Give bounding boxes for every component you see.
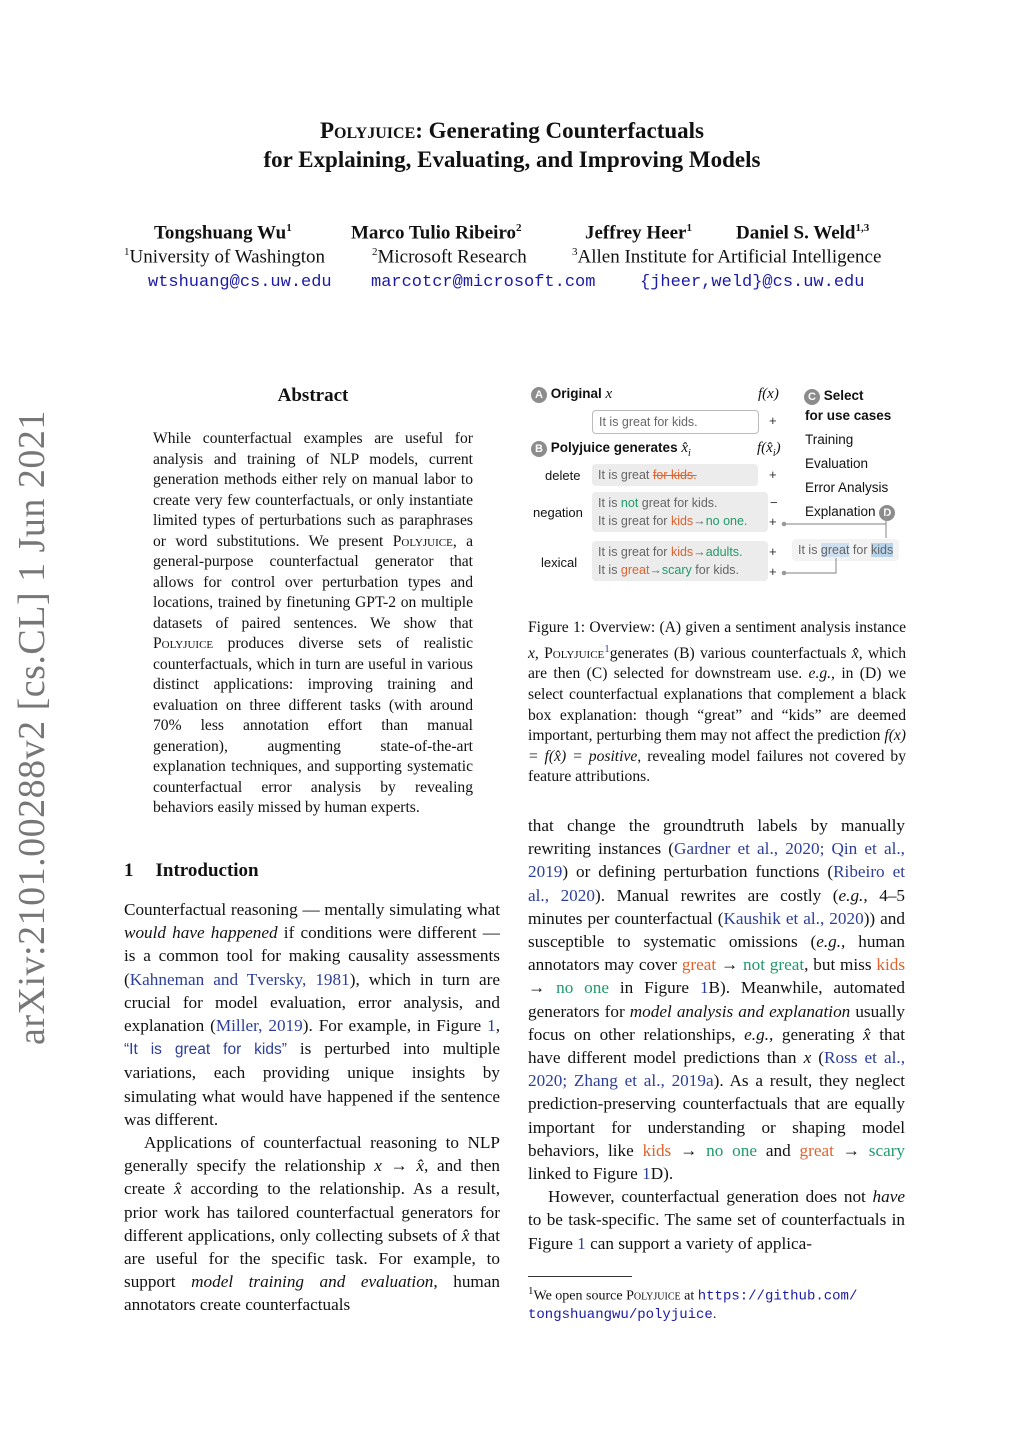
affiliation: $^2$Microsoft Research (372, 246, 527, 268)
paragraph: Applications of counterfactual reasoning to NLP generally specify the relationship x → x̂, and then create x̂ according to the relationship. As a result, prior work has tailored counterfactual generators for different applications, only collecting subsets of x̂ that are useful for the specific task. For example, to support model training and evaluation, human annotators create counterfactuals (124, 1133, 501, 1315)
right-column-text (528, 814, 905, 1255)
prediction-sign: + (769, 467, 777, 482)
use-case-item: Evaluation (805, 456, 869, 471)
original-sentence-box: It is great for kids. (592, 410, 759, 434)
fxi-header: $f(x̂_i)$ (757, 440, 781, 459)
author-name: Daniel S. Weld$^{1,3}$ (736, 222, 870, 244)
email-link[interactable]: marcotcr@microsoft.com (371, 273, 596, 292)
affiliation: $^3$Allen Institute for Artificial Intelligence (572, 246, 882, 268)
citation-link[interactable]: Miller, 2019 (215, 1016, 303, 1036)
explanation-sentence: It is great for kids (792, 539, 899, 561)
url-link[interactable]: https://github.com/ (697, 1288, 858, 1305)
paragraph: that change the groundtruth labels by manually rewriting instances (Gardner et al., 2020; Qin et al., 2019) or defining perturbation functions (Ribeiro et al., 2020). Manual rewrites are costly (e.g., 4–5 minutes per counterfactual (Kaushik et al., 2020)) and susceptible to systematic omissions (e.g., human annotators may cover great → not great, but miss kids → no one in Figure 1B). Meanwhile, automated generators for model analysis and explanation usually focus on other relationships, e.g., generating x̂ that have different model predictions than x (Ross et al., 2020; Zhang et al., 2019a). As a result, they neglect prediction-preserving counterfactuals that are equally important for understanding or shaping model behaviors, like kids → no one and great → scary linked to Figure 1D). (528, 816, 906, 1184)
title-line1: : Generating Counterfactuals (415, 118, 704, 143)
abstract-section (153, 384, 473, 819)
figure-link[interactable]: 1 (487, 1016, 496, 1036)
prediction-sign: + (769, 413, 777, 428)
label-a-badge: A (531, 387, 547, 403)
abstract-text: While counterfactual examples are useful for analysis and training of NLP models, current generation methods either rely on manual labor to create very few counterfactuals, or only instantiate limited types of perturbations such as paraphrases or word substitutions. We present Polyjuice, a general-purpose counterfactual generator that allows for control over perturbation types and locations, trained by finetuning GPT-2 on multiple datasets of paired sentences. We show that Polyjuice produces diverse sets of realistic counterfactuals, which in turn are useful in various distinct applications: improving training and evaluation on three different tasks (with around 70% less annotation effort than manual generation), augmenting state-of-the-art explanation techniques, and supporting systematic counterfactual error analysis by revealing behaviors easily missed by human experts. (153, 430, 474, 817)
author-name: Marco Tulio Ribeiro$^2$ (351, 222, 522, 244)
original-header: A Original x (531, 386, 612, 403)
prediction-sign: + (769, 564, 777, 579)
email-link[interactable]: {jheer,weld}@cs.uw.edu (640, 273, 865, 292)
title-system-name: Polyjuice (319, 118, 416, 143)
abstract-heading: Abstract (277, 385, 349, 406)
citation-link[interactable]: Kahneman and Tversky, 1981 (129, 969, 350, 989)
select-header: C Select (804, 388, 864, 405)
section-heading: 1 Introduction (124, 860, 259, 881)
intro-text (124, 898, 500, 1317)
figure-caption: Figure 1: Overview: (A) given a sentiment analysis instance x, Polyjuice$^1$generates (B) various counterfactuals x̂, which are then (C) selected for downstream use. e.g., in (D) we select counterfactual explanations that complement a black box explanation: though “great” and “kids” are deemed important, perturbing them may not affect the prediction f(x) = f(x̂) = positive, revealing model failures not covered by feature attributions. (528, 619, 907, 786)
footnote-link[interactable]: 1 (604, 642, 610, 655)
figure-1 (528, 380, 908, 590)
use-case-item: Training (805, 432, 854, 447)
row-type-label: delete (545, 468, 581, 483)
citation-link[interactable]: Ribeiro et al., 2020 (528, 862, 905, 905)
label-b-badge: B (531, 441, 547, 457)
label-c-badge: C (804, 389, 820, 405)
row-type-label: negation (533, 505, 583, 520)
fx-header: f(x) (758, 386, 779, 402)
author-name: Jeffrey Heer$^1$ (585, 222, 692, 244)
connector-dot (782, 571, 787, 576)
row-type-label: lexical (541, 555, 578, 570)
footnote: $^1$We open source Polyjuice at https://github.com/ tongshuangwu/polyjuice. (528, 1285, 858, 1323)
url-link[interactable]: tongshuangwu/polyjuice (528, 1306, 713, 1323)
author-name: Tongshuang Wu$^1$ (154, 222, 292, 244)
label-d-badge: D (879, 505, 895, 521)
citation-link[interactable]: Kaushik et al., 2020 (723, 908, 864, 928)
use-case-item: Error Analysis (805, 480, 889, 495)
title-line2: for Explaining, Evaluating, and Improving Models (263, 147, 761, 172)
prediction-sign: + (769, 544, 777, 559)
email-link[interactable]: wtshuang@cs.uw.edu (148, 273, 332, 292)
lexical-counterfactuals: It is great for kids→adults. It is great→scary for kids. (592, 541, 768, 581)
citation-link[interactable]: Ross et al., 2020; Zhang et al., 2019a (528, 1048, 905, 1091)
figure-link[interactable]: 1 (699, 978, 709, 998)
prediction-sign: − (770, 495, 778, 510)
figure-link[interactable]: 1 (577, 1233, 586, 1253)
paper-title (0, 116, 1024, 174)
connector-negation (784, 524, 886, 538)
use-case-item: Explanation D (805, 504, 895, 521)
delete-counterfactual: It is great for kids. (592, 464, 758, 486)
citation-link[interactable]: Gardner et al., 2020; Qin et al., 2019 (528, 839, 905, 882)
select-subheader: for use cases (805, 408, 892, 423)
footnote-rule (528, 1276, 632, 1277)
negation-counterfactuals: It is not great for kids. It is great for kids→no one. (592, 492, 768, 532)
prediction-sign: + (769, 514, 777, 529)
connector-dot (782, 522, 787, 527)
paragraph: Counterfactual reasoning — mentally simulating what would have happened if conditions were different — is a common tool for making causality assessments (Kahneman and Tversky, 1981), which in turn are crucial for model evaluation, error analysis, and explanation (Miller, 2019). For example, in Figure 1, “It is great for kids” is perturbed into multiple variations, each providing unique insights by simulating what would have happened if the sentence was different. (124, 900, 501, 1129)
paragraph: However, counterfactual generation does not have to be task-specific. The same set of counterfactuals in Figure 1 can support a variety of applica- (528, 1187, 905, 1253)
figure-link[interactable]: 1 (642, 1164, 651, 1184)
generates-header: B Polyjuice generates $x̂_i$ (531, 440, 691, 459)
arxiv-identifier: arXiv:2101.00288v2 [cs.CL] 1 Jun 2021 (11, 410, 53, 1045)
affiliation: $^1$University of Washington (124, 246, 325, 268)
